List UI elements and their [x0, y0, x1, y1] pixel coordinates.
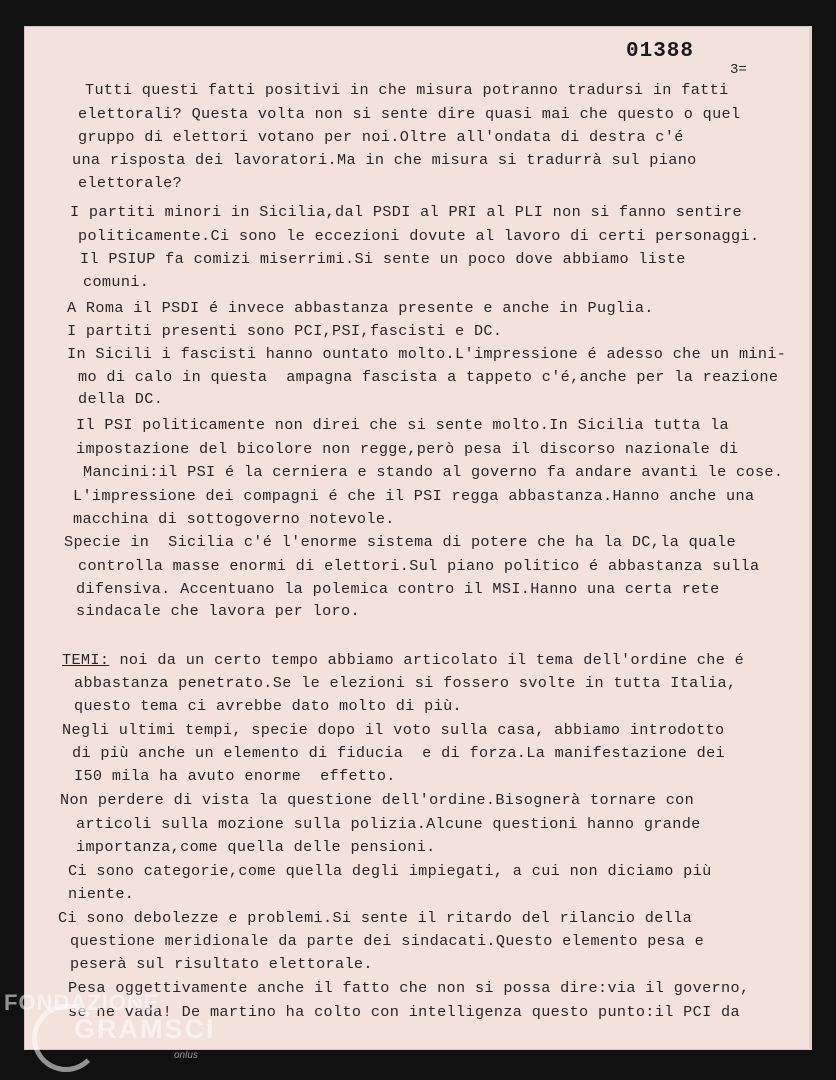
text-line: Non perdere di vista la questione dell'ordine.Bisognerà tornare con — [60, 791, 695, 809]
page-edge — [809, 26, 812, 1050]
text-line: Pesa oggettivamente anche il fatto che non si possa dire:via il governo, — [68, 979, 750, 997]
text-line: A Roma il PSDI é invece abbastanza presente e anche in Puglia. — [67, 299, 654, 317]
document-number: 01388 — [626, 40, 695, 63]
text-line: una risposta dei lavoratori.Ma in che misura si tradurrà sul piano — [72, 151, 697, 169]
document-page — [24, 26, 812, 1050]
text-line: abbastanza penetrato.Se le elezioni si fossero svolte in tutta Italia, — [74, 674, 737, 692]
watermark-line2: GRAMSCI — [74, 1014, 216, 1044]
text-line: niente. — [68, 885, 135, 903]
text-line: mo di calo in questa ampagna fascista a tappeto c'é,anche per la reazione — [78, 368, 779, 386]
text-line: difensiva. Accentuano la polemica contro il MSI.Hanno una certa rete — [76, 580, 720, 598]
page-number-mark: 3= — [730, 62, 747, 78]
text-line: sindacale che lavora per loro. — [76, 602, 360, 620]
section-label-temi: TEMI: — [62, 651, 110, 669]
text-line: politicamente.Ci sono le eccezioni dovute al lavoro di certi personaggi. — [78, 227, 760, 245]
text-line: Il PSIUP fa comizi miserrimi.Si sente un poco dove abbiamo liste — [80, 250, 686, 268]
text-line: Ci sono debolezze e problemi.Si sente il ritardo del rilancio della — [58, 909, 693, 927]
text-line: Il PSI politicamente non direi che si sente molto.In Sicilia tutta la — [76, 416, 730, 434]
text-line: se ne vada! De martino ha colto con intelligenza questo punto:il PCI da — [68, 1003, 740, 1021]
text-line: articoli sulla mozione sulla polizia.Alcune questioni hanno grande — [76, 815, 701, 833]
text-line: questo tema ci avrebbe dato molto di più. — [74, 697, 463, 715]
text-line: gruppo di elettori votano per noi.Oltre all'ondata di destra c'é — [78, 128, 684, 146]
text-line: Ci sono categorie,come quella degli impiegati, a cui non diciamo più — [68, 862, 712, 880]
text-line: Mancini:il PSI é la cerniera e stando al governo fa andare avanti le cose. — [83, 463, 784, 481]
text-line: comuni. — [83, 273, 150, 291]
watermark-line3: onlus — [174, 1050, 198, 1061]
text-line: di più anche un elemento di fiducia e di forza.La manifestazione dei — [72, 744, 726, 762]
text-line: importanza,come quella delle pensioni. — [76, 838, 436, 856]
text-line: In Sicili i fascisti hanno ountato molto.L'impressione é adesso che un mini- — [67, 345, 787, 363]
text-line: impostazione del bicolore non regge,però pesa il discorso nazionale di — [76, 440, 739, 458]
text-line: I partiti minori in Sicilia,dal PSDI al PRI al PLI non si fanno sentire — [70, 203, 742, 221]
text-line: macchina di sottogoverno notevole. — [73, 510, 395, 528]
text-line: questione meridionale da parte dei sindacati.Questo elemento pesa e — [70, 932, 705, 950]
text-line: I partiti presenti sono PCI,PSI,fascisti e DC. — [67, 322, 503, 340]
text-line: elettorale? — [78, 174, 183, 192]
watermark-line1: FONDAZIONE — [4, 990, 160, 1015]
text-line: Negli ultimi tempi, specie dopo il voto sulla casa, abbiamo introdotto — [62, 721, 725, 739]
text-line: Specie in Sicilia c'é l'enorme sistema di potere che ha la DC,la quale — [64, 533, 736, 551]
text-line: elettorali? Questa volta non si sente dire quasi mai che questo o quel — [78, 105, 741, 123]
text-line: L'impressione dei compagni é che il PSI regga abbastanza.Hanno anche una — [73, 487, 755, 505]
text-line: noi da un certo tempo abbiamo articolato il tema dell'ordine che é — [110, 651, 745, 669]
text-line: della DC. — [78, 390, 164, 408]
text-line: peserà sul risultato elettorale. — [70, 955, 373, 973]
text-line: Tutti questi fatti positivi in che misura potranno tradursi in fatti — [85, 81, 729, 99]
text-line: I50 mila ha avuto enorme effetto. — [74, 767, 396, 785]
text-line: controlla masse enormi di elettori.Sul piano politico é abbastanza sulla — [78, 557, 760, 575]
